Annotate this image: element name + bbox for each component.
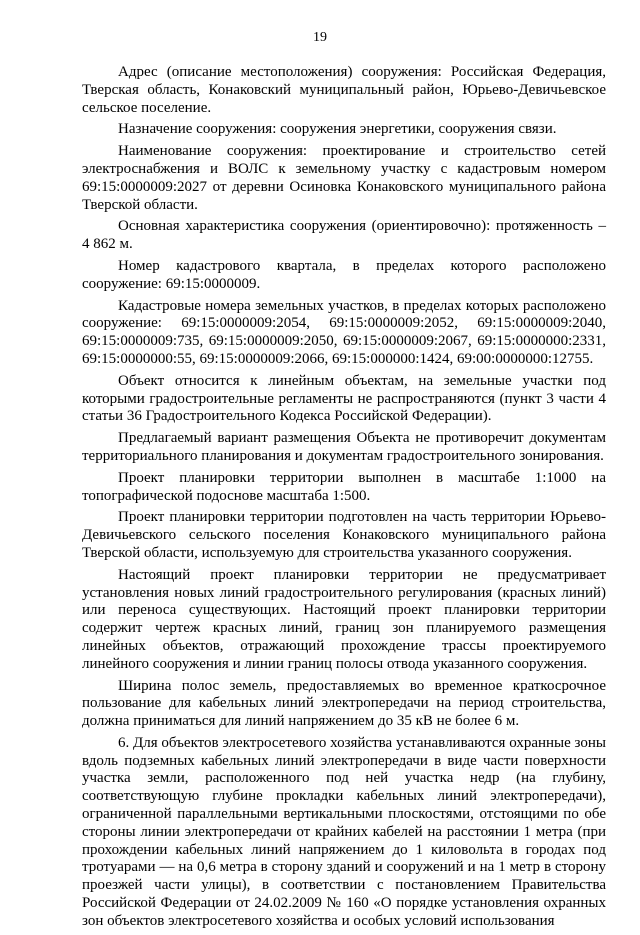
paragraph-protection-zones: 6. Для объектов электросетевого хозяйства устанавливаются охранные зоны вдоль подземных кабельных линий электропередачи в виде части поверхности участка земли, расположенного под ней участка недр (на глубину, соответствующую глубине прокладки кабельных линий электропередачи), ограниченной параллельными вертикальными плоскостями, отстоящими по обе стороны линии электропередачи от крайних кабелей на расстоянии 1 метра (при прохождении кабельных линий напряжением до 1 киловольта в городах под тротуарами — на 0,6 метра в сторону зданий и сооружений и на 1 метр в сторону проезжей части улицы), в соответствии с постановлением Правительства Российской Федерации от 24.02.2009 № 160 «О порядке установления охранных зон объектов электросетевого хозяйства и особых условий использования: [82, 734, 606, 929]
paragraph-scale: Проект планировки территории выполнен в масштабе 1:1000 на топографической подоснове масштаба 1:500.: [82, 469, 606, 504]
page-number: 19: [313, 30, 327, 45]
paragraph-linear-object: Объект относится к линейным объектам, на земельные участки под которыми градостроительные регламенты не распространяются (пункт 3 части 4 статьи 36 Градостроительного Кодекса Российской Федерации).: [82, 372, 606, 425]
paragraph-cadastral-numbers: Кадастровые номера земельных участков, в пределах которых расположено сооружение: 69:15:0000009:2054, 69:15:0000009:2052, 69:15:0000009:2040, 69:15:0000009:735, 69:15:0000009:2050, 69:15:0000009:2067, 69:15:0000000:2331, 69:15:0000000:55, 69:15:0000009:2066, 69:15:000000:1424, 69:00:0000000:12755.: [82, 297, 606, 367]
paragraph-purpose: Назначение сооружения: сооружения энергетики, сооружения связи.: [118, 121, 557, 138]
paragraph-address: Адрес (описание местоположения) сооружения: Российская Федерация, Тверская область, Конаковский муниципальный район, Юрьево-Девичьевское сельское поселение.: [82, 64, 606, 116]
paragraph-placement-variant: Предлагаемый вариант размещения Объекта не противоречит документам территориального планирования и документам градостроительного зонирования.: [82, 430, 606, 464]
paragraph-territory: Проект планировки территории подготовлен на часть территории Юрьево-Девичьевского сельского поселения Конаковского муниципального района Тверской области, используемую для строительства указанного сооружения.: [82, 509, 606, 561]
paragraph-strip-width: Ширина полос земель, предоставляемых во временное краткосрочное пользование для кабельных линий электропередачи на период строительства, должна приниматься для линий напряжением до 35 кВ не более 6 м.: [82, 677, 606, 730]
paragraph-characteristic: Основная характеристика сооружения (ориентировочно): протяженность – 4 862 м.: [82, 218, 606, 253]
document-body: [82, 64, 606, 935]
paragraph-cadastral-quarter: Номер кадастрового квартала, в пределах которого расположено сооружение: 69:15:0000009.: [82, 257, 606, 292]
paragraph-name: Наименование сооружения: проектирование и строительство сетей электроснабжения и ВОЛС к земельному участку с кадастровым номером 69:15:0000009:2027 от деревни Осиновка Конаковского муниципального района Тверской области.: [82, 143, 606, 213]
paragraph-red-lines: Настоящий проект планировки территории не предусматривает установления новых линий градостроительного регулирования (красных линий) или переноса существующих. Настоящий проект планировки территории содержит чертеж красных линий, границ зон планируемого размещения линейных объектов, отражающий прохождение трассы проектируемого линейного сооружения и линии границ полосы отвода указанного сооружения.: [82, 566, 606, 672]
